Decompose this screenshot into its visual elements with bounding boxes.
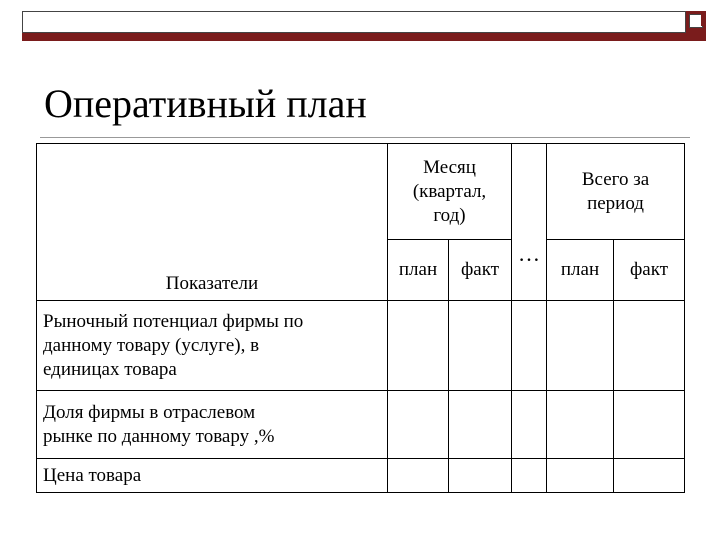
row-label-line: Рыночный потенциал фирмы по xyxy=(43,310,304,332)
cell-month-plan xyxy=(388,391,449,459)
header-total-line: период xyxy=(587,192,644,214)
top-decor-stripe xyxy=(22,33,686,41)
row-label-line: Цена товара xyxy=(43,464,142,486)
corner-decor-inner xyxy=(701,14,706,26)
cell-month-plan xyxy=(388,459,449,493)
title-divider xyxy=(40,137,690,138)
cell-ellipsis xyxy=(512,301,547,391)
header-month-line: (квартал, xyxy=(412,180,487,202)
cell-total-plan xyxy=(547,459,614,493)
cell-ellipsis xyxy=(512,391,547,459)
cell-total-fact xyxy=(614,301,685,391)
header-total xyxy=(547,144,685,240)
cell-month-fact xyxy=(449,391,512,459)
operational-plan-table xyxy=(36,143,685,493)
row-label-line: рынке по данному товару ,% xyxy=(43,425,275,447)
row-label-line: единицах товара xyxy=(43,358,177,380)
table-row xyxy=(37,391,685,459)
row-label xyxy=(37,391,388,459)
header-total-line: Всего за xyxy=(581,168,650,190)
header-month-fact: факт xyxy=(449,240,512,301)
cell-total-fact xyxy=(614,459,685,493)
cell-ellipsis xyxy=(512,459,547,493)
header-ellipsis xyxy=(512,144,547,301)
header-indicators: Показатели xyxy=(37,144,388,301)
cell-total-plan xyxy=(547,301,614,391)
cell-month-fact xyxy=(449,301,512,391)
top-decor-bar xyxy=(22,11,686,33)
header-month-plan: план xyxy=(388,240,449,301)
header-total-plan: план xyxy=(547,240,614,301)
table-row xyxy=(37,459,685,493)
cell-total-fact xyxy=(614,391,685,459)
row-label-line: данному товару (услуге), в xyxy=(43,334,260,356)
cell-month-fact xyxy=(449,459,512,493)
header-month xyxy=(388,144,512,240)
row-label-line: Доля фирмы в отраслевом xyxy=(43,401,256,423)
cell-total-plan xyxy=(547,391,614,459)
header-month-line: Месяц xyxy=(423,156,476,178)
row-label xyxy=(37,301,388,391)
table-row xyxy=(37,301,685,391)
row-label xyxy=(37,459,388,493)
cell-month-plan xyxy=(388,301,449,391)
page-title: Оперативный план xyxy=(44,81,367,126)
header-month-line: год) xyxy=(433,204,466,226)
header-total-fact: факт xyxy=(614,240,685,301)
header-ellipsis-text: … xyxy=(518,241,541,266)
